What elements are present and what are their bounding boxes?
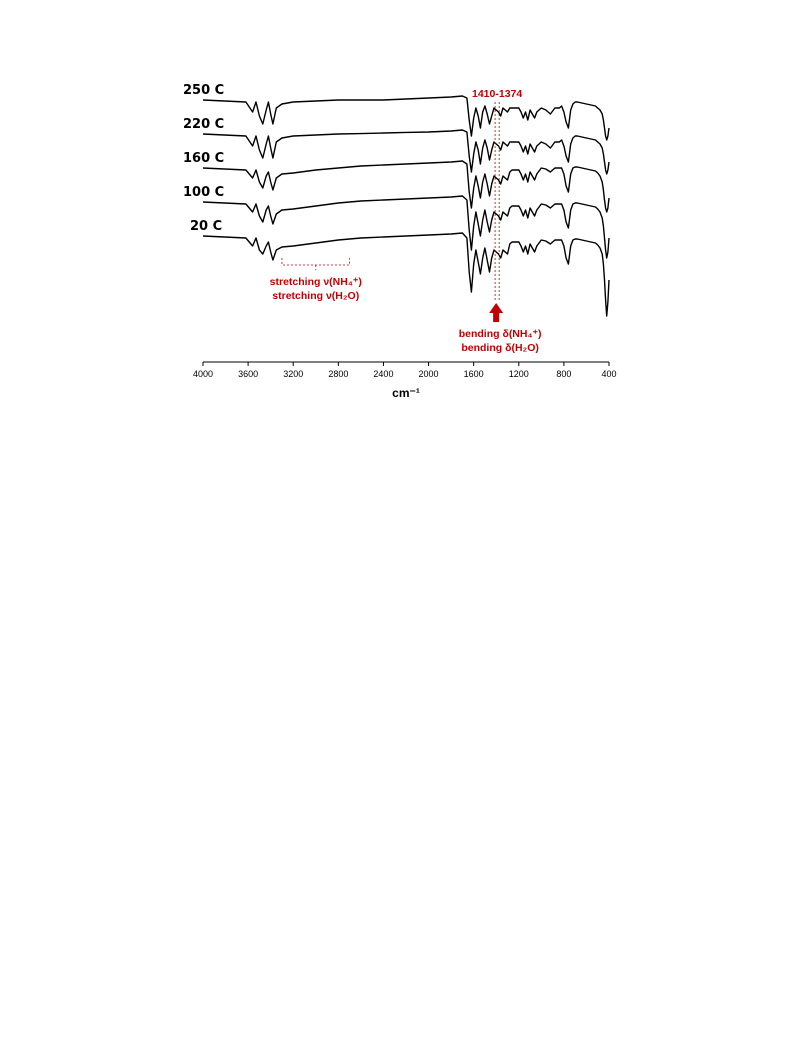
series-label: 20 C xyxy=(190,219,223,234)
annotations xyxy=(270,88,542,354)
x-tick-label: 2400 xyxy=(373,369,394,379)
series-line xyxy=(203,130,609,174)
x-tick-label: 2800 xyxy=(328,369,349,379)
series-label: 220 C xyxy=(183,117,225,132)
series-labels xyxy=(183,83,224,234)
series-line xyxy=(203,233,609,316)
series-line xyxy=(203,96,609,140)
bending-arrow-icon xyxy=(489,303,503,322)
x-tick-label: 4000 xyxy=(192,369,214,379)
x-ticks xyxy=(193,362,617,379)
x-tick-label: 3600 xyxy=(238,369,259,379)
bending-label-line1: bending δ(NH₄⁺) xyxy=(458,328,542,340)
x-tick-label: 400 xyxy=(601,369,617,379)
series-label: 160 C xyxy=(183,151,225,166)
stretching-label-line1: stretching ν(NH₄⁺) xyxy=(269,276,362,288)
x-axis xyxy=(193,362,617,400)
x-tick-label: 2000 xyxy=(418,369,439,379)
x-tick-label: 1600 xyxy=(463,369,484,379)
bending-label-line2: bending δ(H₂O) xyxy=(461,342,539,354)
x-axis-title: cm⁻¹ xyxy=(392,386,420,400)
stretching-bracket xyxy=(282,258,350,270)
series-line xyxy=(203,196,609,258)
x-tick-label: 800 xyxy=(556,369,572,379)
series-line xyxy=(203,161,609,212)
x-tick-label: 1200 xyxy=(508,369,529,379)
series-label: 100 C xyxy=(183,185,225,200)
series-label: 250 C xyxy=(183,83,225,98)
stretching-label-line2: stretching ν(H₂O) xyxy=(272,290,360,302)
range-label: 1410-1374 xyxy=(472,88,523,100)
ftir-chart xyxy=(0,0,793,420)
x-tick-label: 3200 xyxy=(283,369,304,379)
series-traces xyxy=(203,96,609,316)
